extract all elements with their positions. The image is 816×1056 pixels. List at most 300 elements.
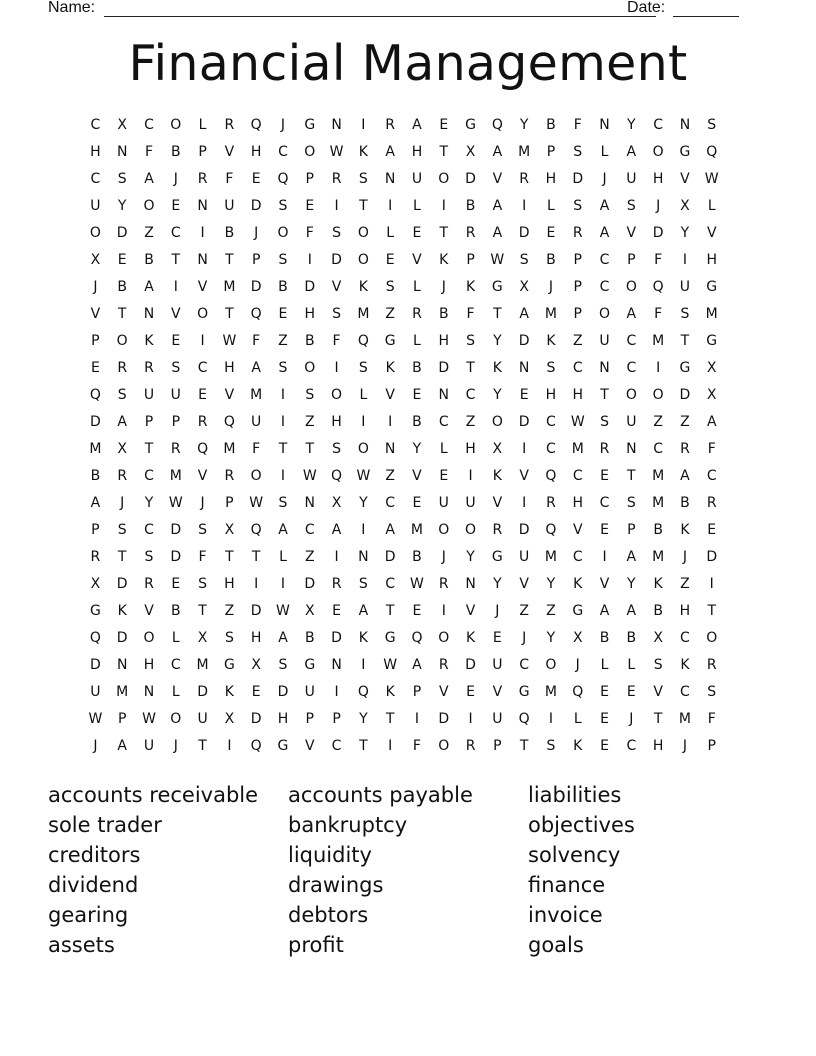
grid-letter: E [117,252,127,268]
grid-letter: U [170,387,181,403]
grid-letter: F [707,711,716,727]
grid-letter: D [438,711,450,727]
grid-letter: Q [250,117,262,133]
grid-letter: V [90,306,101,322]
grid-letter: V [438,684,449,700]
grid-row [82,733,725,760]
grid-letter: H [572,387,583,403]
grid-letter: R [117,360,128,376]
grid-letter: V [465,603,476,619]
grid-letter: F [144,144,154,160]
word-list-item: sole trader [48,813,162,837]
grid-letter: V [680,171,690,187]
grid-letter: B [680,495,690,511]
grid-letter: I [656,360,661,376]
grid-letter: U [626,414,637,430]
grid-letter: T [519,738,529,754]
grid-letter: I [280,387,286,403]
grid-letter: O [652,387,664,403]
grid-letter: T [225,252,234,268]
grid-letter: T [600,387,609,403]
grid-letter: G [491,279,503,295]
grid-letter: D [518,522,530,538]
grid-letter: I [254,576,259,592]
grid-letter: M [544,684,557,700]
grid-letter: B [546,252,556,268]
grid-letter: L [413,198,421,214]
grid-letter: S [198,522,208,538]
grid-letter: Z [224,603,235,619]
grid-letter: O [438,522,450,538]
grid-letter: M [652,495,665,511]
grid-letter: C [197,360,208,376]
grid-letter: W [410,576,424,592]
grid-letter: C [144,468,154,484]
grid-letter: C [680,684,690,700]
grid-letter: I [522,198,527,214]
grid-letter: B [170,144,181,160]
grid-letter: T [198,738,207,754]
grid-letter: O [599,306,611,322]
grid-letter: I [388,414,393,430]
grid-letter: Q [89,630,101,646]
grid-letter: K [546,333,556,349]
grid-letter: Z [653,414,663,430]
grid-letter: F [332,333,341,349]
grid-letter: C [680,630,690,646]
grid-letter: Y [144,495,154,511]
grid-letter: E [305,198,315,214]
grid-letter: N [358,549,369,565]
grid-letter: K [680,522,690,538]
word-list-item: finance [528,873,606,897]
grid-letter: D [652,225,664,241]
grid-letter: Y [493,333,502,349]
grid-letter: L [386,225,395,241]
grid-letter: J [173,738,178,754]
grid-letter: O [465,522,477,538]
grid-letter: U [626,171,637,187]
grid-letter: X [706,360,717,376]
letter-grid [82,112,725,760]
grid-letter: R [599,441,610,457]
grid-letter: D [250,603,262,619]
grid-letter: Z [546,603,556,619]
grid-letter: I [361,117,366,133]
grid-letter: E [251,171,261,187]
grid-letter: W [142,711,156,727]
grid-letter: Q [250,738,262,754]
grid-letter: K [385,360,395,376]
grid-letter: X [197,630,208,646]
grid-letter: S [332,441,342,457]
grid-letter: N [626,441,637,457]
grid-letter: I [200,333,205,349]
grid-letter: X [224,522,235,538]
grid-letter: Q [250,306,262,322]
grid-letter: D [438,360,450,376]
grid-letter: T [278,441,288,457]
grid-row [82,355,725,382]
grid-letter: P [332,711,341,727]
grid-letter: X [331,495,342,511]
grid-letter: U [143,738,155,754]
grid-letter: G [304,657,316,673]
grid-letter: U [143,387,155,403]
grid-letter: Z [385,468,395,484]
grid-letter: T [225,549,234,565]
grid-letter: J [682,738,687,754]
grid-letter: A [626,144,637,160]
grid-letter: I [361,657,366,673]
grid-letter: G [679,360,691,376]
grid-letter: P [707,738,716,754]
grid-letter: L [279,549,287,565]
grid-letter: Z [572,333,583,349]
grid-letter: L [600,144,609,160]
grid-letter: G [304,117,316,133]
grid-letter: U [519,549,530,565]
grid-letter: A [331,522,342,538]
grid-letter: Z [519,603,529,619]
grid-letter: C [599,279,610,295]
grid-letter: U [90,198,101,214]
grid-row [82,274,725,301]
grid-letter: S [144,549,154,565]
grid-letter: O [625,387,637,403]
grid-letter: B [117,279,127,295]
grid-letter: T [385,603,395,619]
grid-letter: Q [357,333,369,349]
grid-letter: J [522,630,527,646]
grid-letter: S [278,252,288,268]
name-field[interactable] [104,16,656,17]
grid-letter: E [385,252,395,268]
grid-letter: P [546,144,556,160]
grid-letter: L [198,117,207,133]
grid-letter: T [144,441,154,457]
grid-letter: G [679,144,691,160]
grid-letter: J [656,198,661,214]
word-list-item: liquidity [288,843,372,867]
grid-letter: V [519,576,529,592]
grid-letter: V [653,684,663,700]
grid-letter: F [252,441,261,457]
grid-letter: O [438,738,450,754]
grid-letter: S [305,387,315,403]
grid-letter: O [491,414,503,430]
grid-letter: C [385,495,396,511]
grid-letter: S [546,738,556,754]
grid-letter: V [626,225,637,241]
grid-letter: I [227,738,232,754]
grid-letter: D [90,414,101,430]
grid-letter: P [225,495,234,511]
grid-letter: K [439,252,449,268]
grid-row [82,166,725,193]
grid-letter: N [518,360,530,376]
grid-letter: Y [627,117,636,133]
grid-letter: X [304,603,315,619]
grid-letter: A [492,198,503,214]
grid-letter: A [117,738,127,754]
grid-row [82,220,725,247]
grid-letter: R [572,225,583,241]
grid-letter: T [225,306,234,322]
word-list-item: profit [288,933,344,957]
grid-letter: A [599,198,610,214]
grid-letter: C [438,414,449,430]
grid-letter: V [572,522,583,538]
grid-letter: O [438,171,450,187]
grid-letter: S [171,360,181,376]
grid-letter: U [304,684,315,700]
grid-letter: D [304,576,316,592]
grid-letter: E [492,630,502,646]
grid-letter: J [254,225,259,241]
word-list-item: drawings [288,873,384,897]
grid-letter: C [304,522,315,538]
date-field[interactable] [673,16,739,17]
grid-letter: W [168,495,183,511]
grid-letter: J [93,279,98,295]
grid-letter: J [200,495,205,511]
grid-letter: Y [359,495,368,511]
grid-letter: D [518,414,530,430]
grid-letter: P [305,171,314,187]
grid-letter: A [599,603,610,619]
grid-letter: S [332,306,342,322]
grid-letter: K [492,468,502,484]
grid-letter: T [653,711,663,727]
grid-letter: N [143,684,155,700]
grid-letter: L [413,279,421,295]
grid-letter: V [144,603,154,619]
grid-letter: U [679,279,691,295]
grid-letter: Z [304,414,315,430]
grid-letter: F [573,117,582,133]
grid-letter: Y [493,576,502,592]
grid-letter: S [573,198,583,214]
grid-letter: C [653,117,664,133]
grid-letter: B [626,630,637,646]
grid-letter: O [143,198,155,214]
grid-letter: E [171,198,181,214]
grid-letter: D [116,630,128,646]
grid-letter: J [629,711,634,727]
grid-letter: F [198,549,207,565]
grid-letter: P [251,252,261,268]
grid-letter: O [250,468,262,484]
grid-letter: M [223,441,236,457]
grid-letter: W [570,414,585,430]
grid-letter: G [518,684,530,700]
grid-letter: H [572,495,583,511]
grid-letter: Q [277,171,289,187]
grid-letter: T [359,738,368,754]
grid-letter: R [170,441,181,457]
grid-letter: H [545,387,557,403]
grid-letter: N [384,171,396,187]
grid-letter: Y [519,117,529,133]
grid-letter: Y [546,630,556,646]
grid-letter: K [680,657,690,673]
grid-letter: J [682,549,687,565]
grid-letter: O [438,630,450,646]
grid-letter: S [358,171,368,187]
grid-letter: R [519,171,530,187]
grid-letter: O [116,333,128,349]
grid-letter: C [278,144,288,160]
grid-letter: R [90,549,101,565]
grid-letter: H [90,144,101,160]
grid-letter: T [171,252,181,268]
grid-letter: R [706,657,717,673]
grid-letter: C [626,360,637,376]
grid-letter: Y [493,387,502,403]
grid-letter: I [334,684,339,700]
grid-letter: F [707,441,716,457]
grid-letter: A [680,468,690,484]
grid-letter: C [626,738,637,754]
grid-letter: K [144,333,154,349]
grid-letter: R [197,414,208,430]
grid-letter: U [224,198,235,214]
grid-letter: E [600,468,609,484]
word-list-item: invoice [528,903,603,927]
grid-letter: V [224,387,235,403]
grid-letter: J [495,603,500,619]
grid-letter: P [493,738,502,754]
grid-letter: H [224,360,235,376]
grid-letter: I [468,468,473,484]
grid-letter: R [546,495,556,511]
grid-letter: Q [411,630,423,646]
grid-letter: A [626,306,637,322]
grid-letter: S [278,657,288,673]
grid-letter: D [170,522,182,538]
grid-letter: G [384,333,396,349]
grid-row [82,247,725,274]
grid-letter: S [117,522,127,538]
grid-letter: D [116,225,128,241]
grid-letter: T [439,144,449,160]
grid-letter: O [331,387,343,403]
grid-letter: B [599,630,610,646]
grid-letter: Q [197,441,209,457]
grid-letter: S [600,414,609,430]
grid-row [82,436,725,463]
grid-letter: S [198,576,208,592]
grid-letter: T [493,306,502,322]
grid-letter: M [89,441,102,457]
word-list-item: gearing [48,903,129,927]
grid-letter: E [600,522,609,538]
grid-letter: V [492,171,503,187]
grid-letter: K [573,738,583,754]
grid-letter: Z [680,576,690,592]
grid-letter: E [600,711,609,727]
grid-letter: J [575,657,580,673]
grid-letter: Q [545,522,557,538]
grid-row [82,517,725,544]
grid-letter: N [143,306,155,322]
grid-letter: I [709,576,714,592]
grid-letter: H [411,144,423,160]
grid-letter: N [331,117,342,133]
grid-letter: I [414,711,420,727]
grid-letter: A [358,603,369,619]
grid-letter: R [492,522,503,538]
grid-letter: D [518,225,530,241]
grid-letter: C [331,738,342,754]
word-list-item: dividend [48,873,139,897]
grid-letter: N [331,657,342,673]
grid-letter: G [572,603,584,619]
grid-letter: R [680,441,690,457]
grid-letter: G [465,117,476,133]
grid-letter: I [334,360,339,376]
grid-letter: K [465,279,476,295]
grid-letter: D [170,549,182,565]
grid-letter: Q [491,117,503,133]
grid-letter: V [492,495,503,511]
grid-letter: X [224,711,235,727]
grid-letter: O [625,279,637,295]
grid-letter: N [116,657,128,673]
grid-letter: C [170,657,181,673]
grid-letter: V [706,225,717,241]
grid-row [82,544,725,571]
grid-letter: P [412,684,422,700]
grid-letter: H [304,306,316,322]
grid-letter: D [465,657,476,673]
grid-row [82,301,725,328]
grid-letter: X [90,576,101,592]
grid-letter: Q [357,684,369,700]
grid-letter: H [545,171,557,187]
grid-letter: N [384,441,396,457]
grid-letter: X [519,279,529,295]
grid-letter: E [90,360,100,376]
grid-letter: O [357,252,369,268]
grid-letter: K [492,360,502,376]
grid-letter: S [278,495,288,511]
grid-letter: N [197,198,208,214]
word-list-item: creditors [48,843,141,867]
grid-letter: F [252,333,261,349]
grid-letter: O [357,225,369,241]
grid-letter: W [302,468,317,484]
grid-row [82,409,725,436]
grid-letter: P [627,252,636,268]
grid-letter: H [250,144,262,160]
grid-letter: C [626,333,637,349]
grid-row [82,679,725,706]
grid-letter: E [332,603,341,619]
grid-letter: O [170,711,182,727]
grid-letter: X [117,117,127,133]
grid-letter: T [466,360,475,376]
grid-letter: W [222,333,237,349]
grid-letter: B [653,522,663,538]
grid-letter: E [171,333,181,349]
grid-letter: M [652,468,665,484]
grid-letter: W [88,711,103,727]
grid-letter: I [468,711,473,727]
grid-letter: B [653,603,663,619]
grid-letter: A [90,495,101,511]
